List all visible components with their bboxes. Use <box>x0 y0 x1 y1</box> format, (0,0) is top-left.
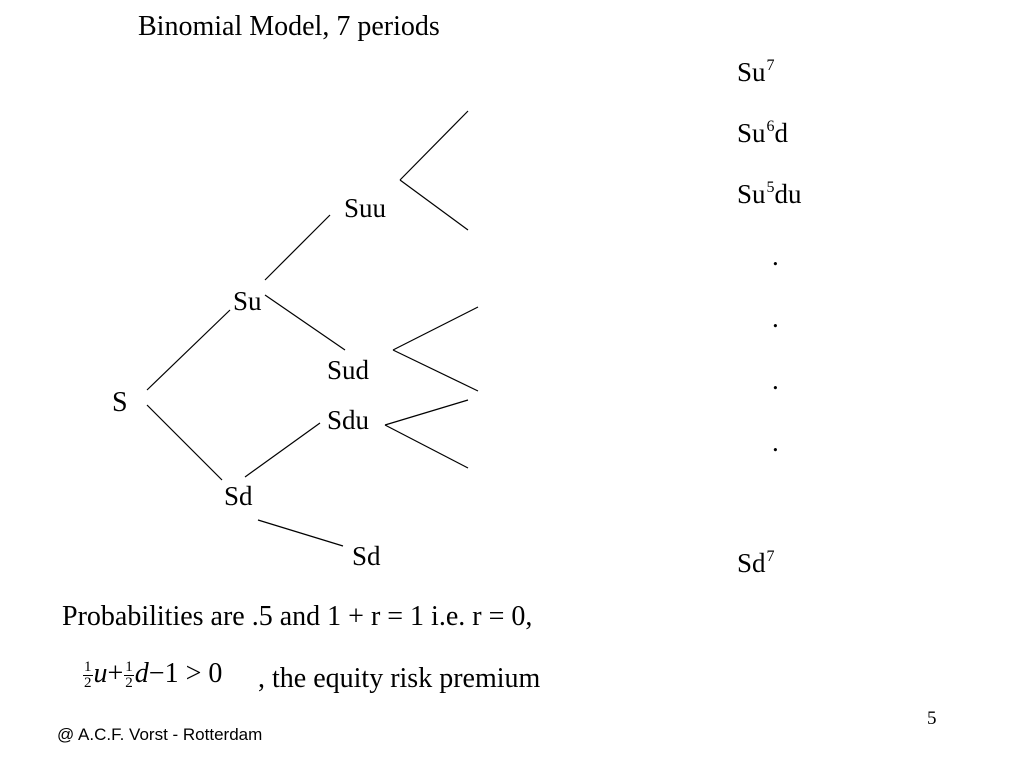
risk-premium-formula <box>82 658 222 691</box>
fraction-half-1 <box>83 660 93 691</box>
terminal-su6d-base: Su <box>737 118 766 148</box>
probabilities-text: Probabilities are .5 and 1 + r = 1 i.e. r = 0, <box>62 601 533 632</box>
fraction-half-2 <box>124 660 134 691</box>
fraction-numerator: 1 <box>84 659 92 676</box>
terminal-dot-2: . <box>772 303 779 333</box>
formula-minus-one-gt-zero: −1 > 0 <box>148 658 223 689</box>
footer-author: @ A.C.F. Vorst - Rotterdam <box>57 725 263 744</box>
branch-sdu-down <box>385 425 468 468</box>
terminal-sd7-base: Sd <box>737 548 766 578</box>
terminal-su5du <box>737 178 802 215</box>
branch-su-sud <box>265 295 345 350</box>
node-su: Su <box>233 286 262 316</box>
branch-sd-sdu <box>245 423 320 477</box>
terminal-dot-1: . <box>772 241 779 271</box>
terminal-su6d-exponent: 6 <box>766 118 775 135</box>
branch-suu-down <box>400 180 468 230</box>
terminal-su7 <box>737 56 775 93</box>
fraction-numerator: 1 <box>125 659 133 676</box>
branch-s-sd <box>147 405 222 480</box>
terminal-su5du-tail: du <box>774 179 802 209</box>
branch-sud-up <box>393 307 478 350</box>
branch-su-suu <box>265 215 330 280</box>
terminal-dot-3: . <box>772 365 779 395</box>
node-sdu: Sdu <box>327 405 370 435</box>
branch-sd-sdd <box>258 520 343 546</box>
terminal-sd7 <box>737 547 775 584</box>
slide-title: Binomial Model, 7 periods <box>138 11 440 42</box>
fraction-denominator: 2 <box>84 675 92 692</box>
terminal-dot-4: . <box>772 427 779 457</box>
formula-caption: , the equity risk premium <box>258 663 541 694</box>
node-sdd: Sd <box>352 541 381 571</box>
formula-u: u <box>93 658 108 689</box>
formula-d: d <box>134 658 149 689</box>
terminal-sd7-exponent: 7 <box>766 548 775 565</box>
fraction-denominator: 2 <box>125 675 133 692</box>
branch-sud-down <box>393 350 478 391</box>
terminal-su7-base: Su <box>737 57 766 87</box>
node-sud: Sud <box>327 355 370 385</box>
branch-sdu-up <box>385 400 468 425</box>
node-sd: Sd <box>224 481 253 511</box>
terminal-su6d-tail: d <box>774 118 789 148</box>
terminal-su5du-exponent: 5 <box>766 179 775 196</box>
page-number: 5 <box>927 708 937 729</box>
node-suu: Suu <box>344 193 387 223</box>
terminal-su6d <box>737 117 788 154</box>
branch-suu-up <box>400 111 468 180</box>
node-s: S <box>112 387 128 418</box>
terminal-su5du-base: Su <box>737 179 766 209</box>
branch-s-su <box>147 310 230 390</box>
terminal-su7-exponent: 7 <box>766 57 775 74</box>
formula-plus: + <box>107 658 124 689</box>
